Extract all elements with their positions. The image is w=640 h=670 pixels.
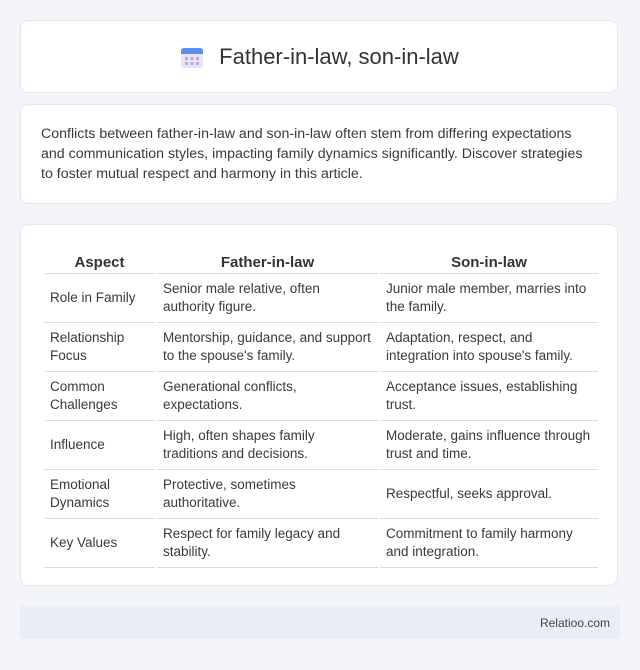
column-header: Father-in-law [157, 243, 378, 274]
table-row [44, 323, 598, 372]
comparison-table [42, 243, 600, 568]
son-cell: Junior male member, marries into the family. [380, 274, 598, 323]
son-cell: Commitment to family harmony and integration. [380, 519, 598, 568]
aspect-cell: Common Challenges [44, 372, 155, 421]
father-cell: Respect for family legacy and stability. [157, 519, 378, 568]
footer-brand[interactable]: Relatioo.com [539, 615, 610, 630]
son-cell: Moderate, gains influence through trust and time. [380, 421, 598, 470]
aspect-cell: Influence [44, 421, 155, 470]
table-row [44, 372, 598, 421]
aspect-cell: Emotional Dynamics [44, 470, 155, 519]
father-cell: Senior male relative, often authority figure. [157, 274, 378, 323]
son-cell: Acceptance issues, establishing trust. [380, 372, 598, 421]
table-header-row [44, 243, 598, 274]
table-row [44, 519, 598, 568]
intro-text: Conflicts between father-in-law and son-in-law often stem from differing expectations and communication styles, impacting family dynamics significantly. Discover strategies to foster mutual respect and harmony in this article. [41, 126, 583, 182]
comparison-card [20, 224, 618, 586]
column-header: Son-in-law [380, 243, 598, 274]
calendar-icon [179, 44, 205, 70]
son-cell: Adaptation, respect, and integration into spouse's family. [380, 323, 598, 372]
intro-card [20, 104, 618, 204]
aspect-cell: Key Values [44, 519, 155, 568]
aspect-cell: Relationship Focus [44, 323, 155, 372]
father-cell: Generational conflicts, expectations. [157, 372, 378, 421]
table-row [44, 274, 598, 323]
table-row [44, 470, 598, 519]
son-cell: Respectful, seeks approval. [380, 470, 598, 519]
father-cell: High, often shapes family traditions and decisions. [157, 421, 378, 470]
footer-bar [20, 606, 620, 639]
page-title: Father-in-law, son-in-law [219, 43, 459, 69]
column-header: Aspect [44, 243, 155, 274]
table-row [44, 421, 598, 470]
father-cell: Protective, sometimes authoritative. [157, 470, 378, 519]
father-cell: Mentorship, guidance, and support to the spouse's family. [157, 323, 378, 372]
aspect-cell: Role in Family [44, 274, 155, 323]
header-card [20, 20, 618, 93]
